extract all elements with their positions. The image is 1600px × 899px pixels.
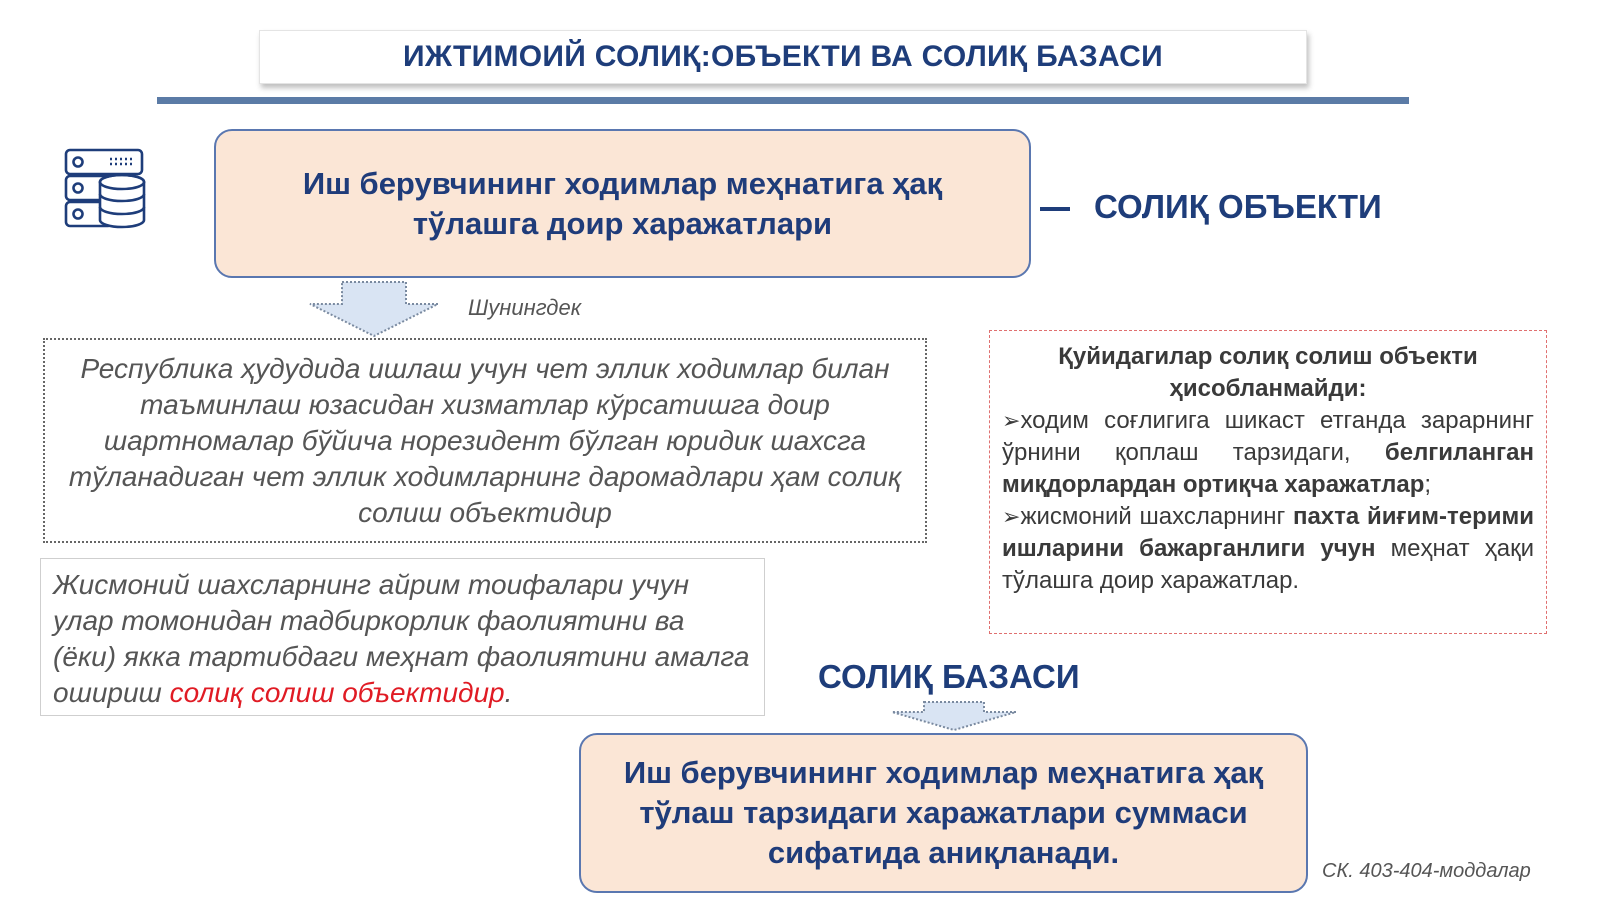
exemptions-box [989,330,1547,634]
individuals-highlight: солиқ солиш объектидир [169,677,505,708]
individuals-plain: Жисмоний шахсларнинг айрим тоифалари учун улар томонидан тадбиркорлик фаолиятини ва (ёки) якка тартибдаги меҳнат фаолиятини амалга ошириш [53,569,750,708]
arrow-bullet-icon: ➢ [1002,408,1021,433]
tax-base-text: Иш берувчининг ходимлар меҳнатига ҳақ тўлаш тарзидаги харажатлари суммаси сифатида аниқланади. [623,755,1264,870]
database-icon [64,148,148,230]
exemption-item-1 [1002,405,1534,501]
down-arrow-icon [306,280,442,338]
exemption-2-bold: пахта йиғим-терими ишларини бажарганлиги учун [1002,503,1534,562]
also-label: Шунингдек [468,295,582,320]
exemption-1-end: ; [1424,471,1432,498]
nonresident-box [43,338,927,543]
individuals-box [40,558,765,716]
individuals-text [53,567,752,711]
page-title: ИЖТИМОИЙ СОЛИҚ:ОБЪЕКТИ ВА СОЛИҚ БАЗАСИ [402,40,1163,73]
dash-connector [1040,207,1070,211]
tax-object-label: СОЛИҚ ОБЪЕКТИ [1094,188,1382,225]
exemption-2-end: меҳнат ҳақи тўлашга доир харажатлар. [1002,535,1534,594]
tax-base-label: СОЛИҚ БАЗАСИ [818,658,1080,695]
nonresident-text: Республика ҳудудида ишлаш учун чет эллик ходимлар билан таъминлаш юзасидан хизматлар кўрсатишга доир шартномалар бўйича норезидент бўлган юридик шахсга тўланадиган чет эллик ходимларнинг даромадлари ҳам солиқ солиш объектидир [68,352,902,528]
exemption-1-bold: белгиланган миқдорлардан ортиқча харажатлар [1002,439,1534,498]
down-arrow-icon [886,700,1022,732]
code-reference: СК. 403-404-моддалар [1322,860,1531,882]
tax-base-box [579,733,1308,893]
individuals-end: . [504,677,513,708]
tax-object-box [214,129,1031,278]
exemption-item-2 [1002,501,1534,597]
tax-object-text: Иш берувчининг ходимлар меҳнатига ҳақ тўлашга доир харажатлари [302,165,943,241]
exemptions-heading: Қуйидагилар солиқ солиш объекти ҳисобланмайди: [1058,343,1478,402]
title-divider [157,97,1409,104]
arrow-bullet-icon: ➢ [1002,504,1021,529]
exemption-1-plain: ходим соғлигига шикаст етганда зарарнинг ўрнини қоплаш тарзидаги, [1002,407,1534,466]
exemption-2-plain: жисмоний шахсларнинг [1020,503,1293,530]
title-box [259,30,1307,84]
